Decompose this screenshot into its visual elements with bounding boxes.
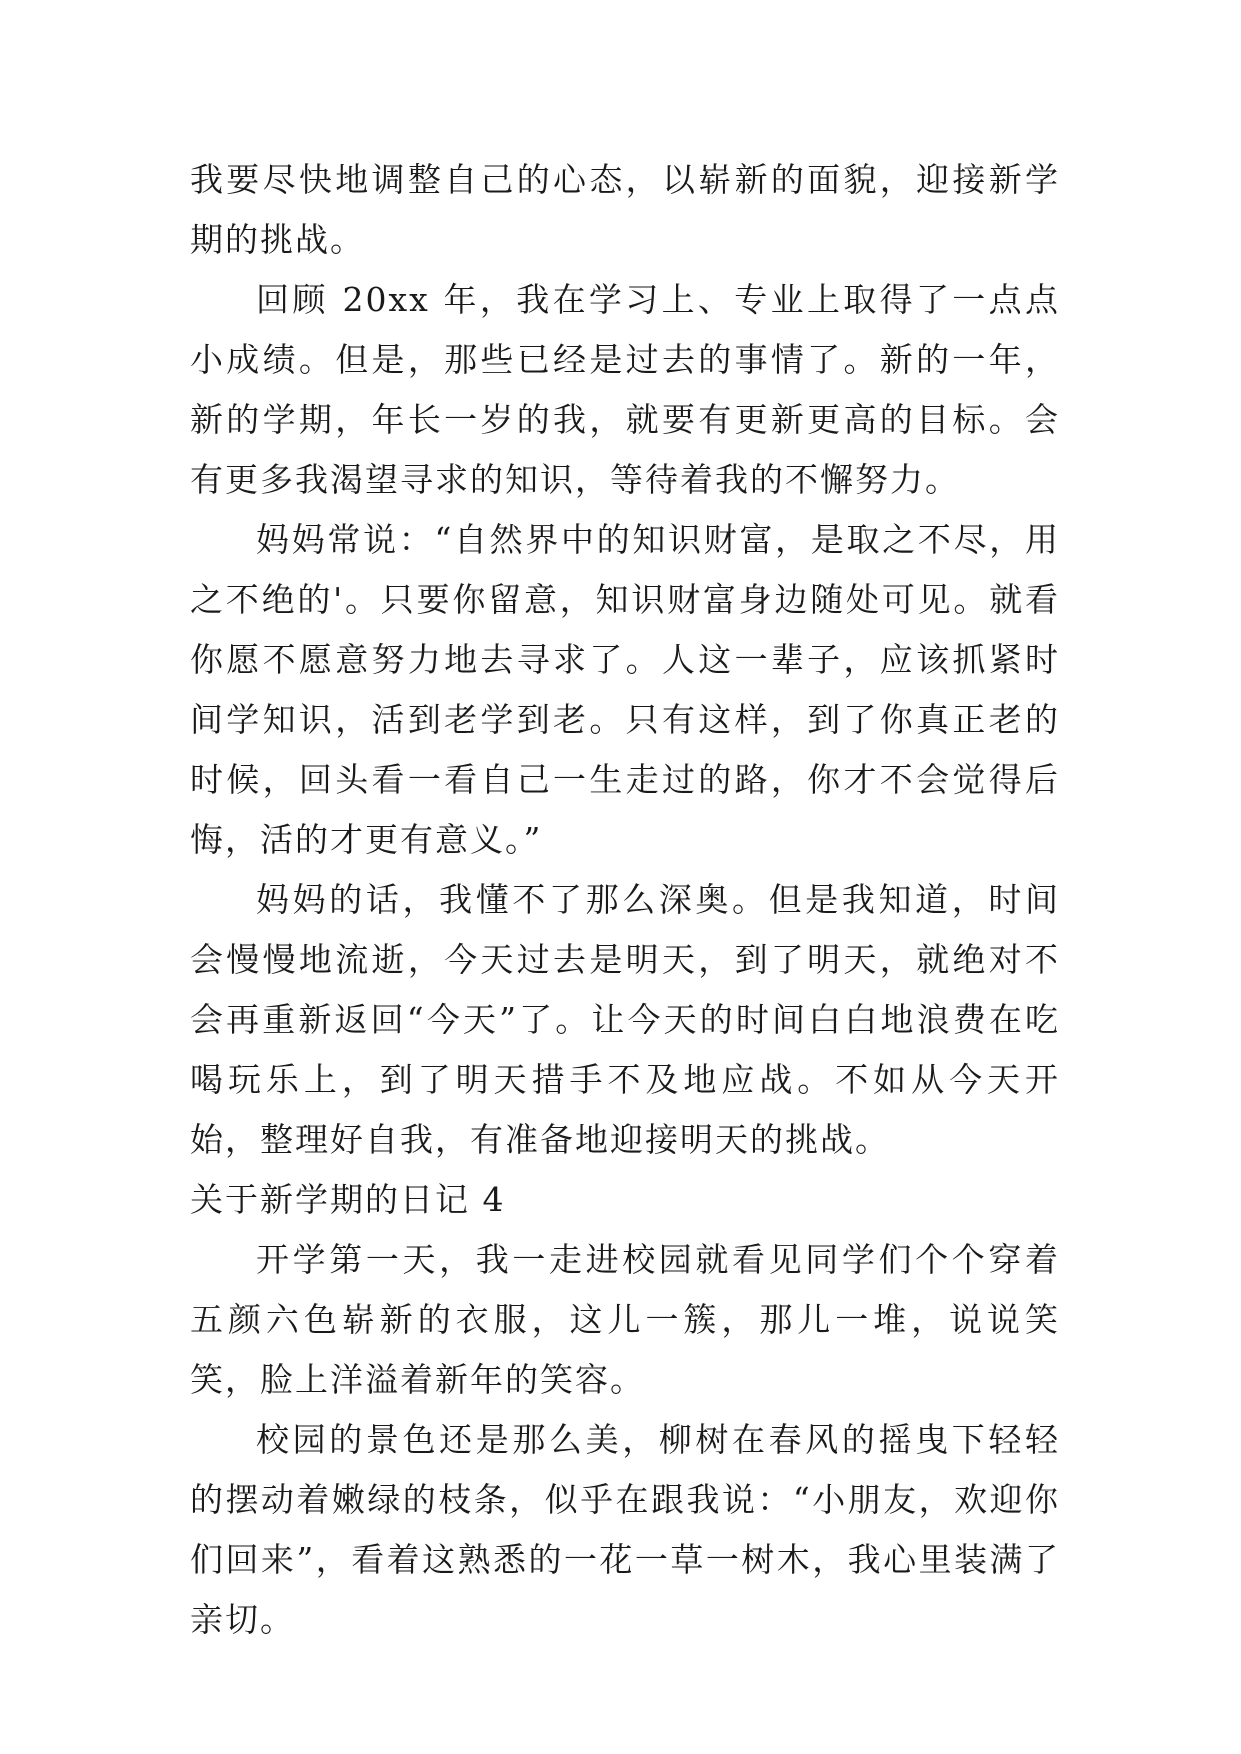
paragraph-4: 妈妈的话，我懂不了那么深奥。但是我知道，时间会慢慢地流逝，今天过去是明天，到了明天，就绝对不会再重新返回“今天”了。让今天的时间白白地浪费在吃喝玩乐上，到了明天措手不及地应战。不如从今天开始，整理好自我，有准备地迎接明天的挑战。 bbox=[190, 880, 1060, 1159]
paragraph-1: 我要尽快地调整自己的心态，以崭新的面貌，迎接新学期的挑战。 bbox=[190, 160, 1060, 259]
document-body bbox=[190, 150, 1060, 1650]
paragraph-5: 开学第一天，我一走进校园就看见同学们个个穿着五颜六色崭新的衣服，这儿一簇，那儿一堆，说说笑笑，脸上洋溢着新年的笑容。 bbox=[190, 1240, 1060, 1399]
section-heading: 关于新学期的日记 4 bbox=[190, 1180, 506, 1219]
paragraph-2: 回顾 20xx 年，我在学习上、专业上取得了一点点小成绩。但是，那些已经是过去的事情了。新的一年，新的学期，年长一岁的我，就要有更新更高的目标。会有更多我渴望寻求的知识，等待着我的不懈努力。 bbox=[190, 280, 1060, 499]
paragraph-6: 校园的景色还是那么美，柳树在春风的摇曳下轻轻的摆动着嫩绿的枝条，似乎在跟我说：“小朋友，欢迎你们回来”，看着这熟悉的一花一草一树木，我心里装满了亲切。 bbox=[190, 1420, 1060, 1639]
paragraph-3: 妈妈常说：“自然界中的知识财富，是取之不尽，用之不绝的'。只要你留意，知识财富身边随处可见。就看你愿不愿意努力地去寻求了。人这一辈子，应该抓紧时间学知识，活到老学到老。只有这样，到了你真正老的时候，回头看一看自己一生走过的路，你才不会觉得后悔，活的才更有意义。” bbox=[190, 520, 1060, 859]
